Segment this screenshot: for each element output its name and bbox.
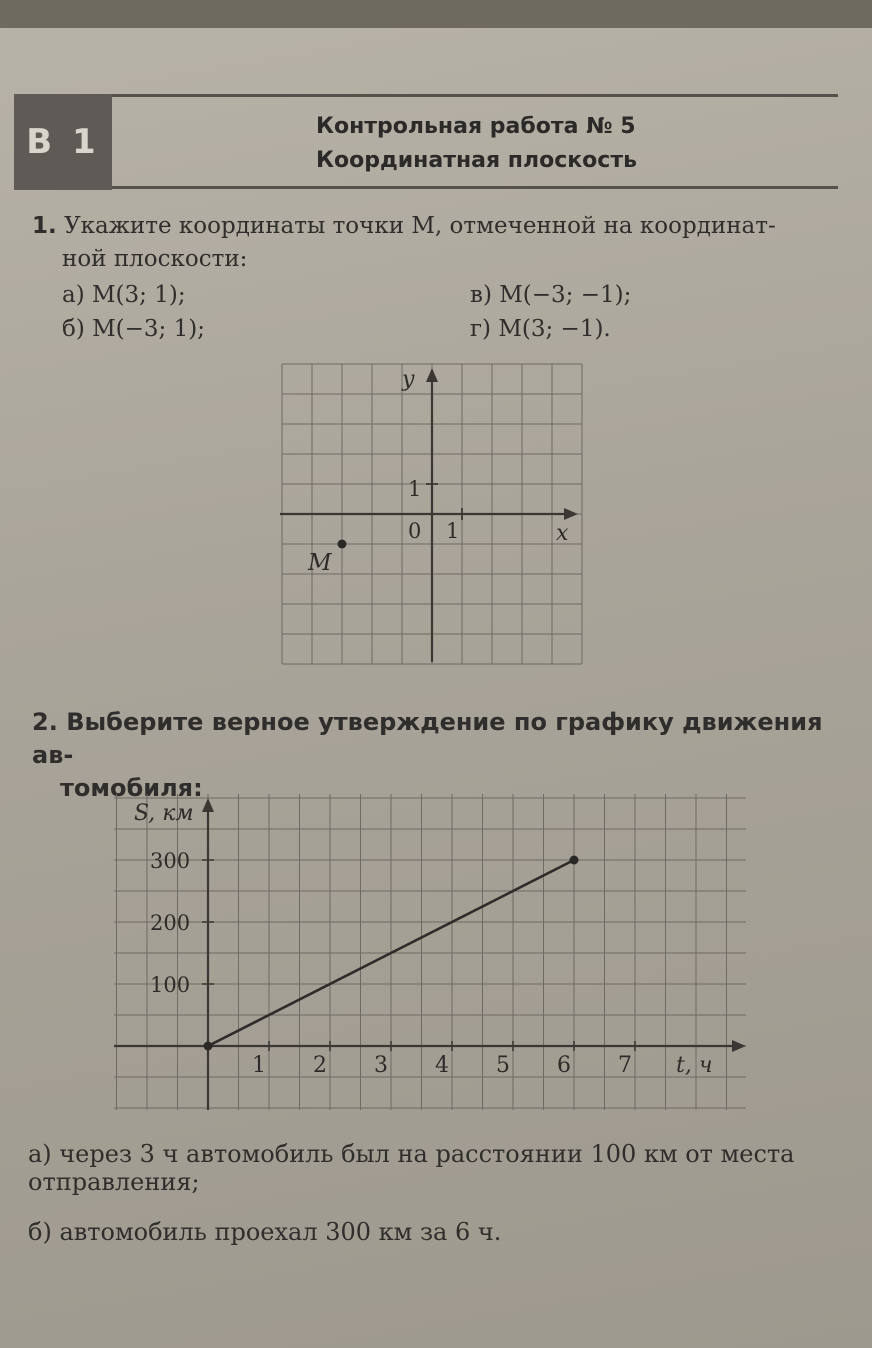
coordinate-plane-figure (270, 356, 590, 674)
q2-number: 2. (32, 708, 58, 736)
series-point (204, 1042, 213, 1051)
y-tick-label: 100 (150, 973, 191, 997)
q1-option-g[interactable]: г) M(3; −1). (470, 316, 611, 342)
t-axis-arrow-icon (732, 1040, 746, 1052)
y-axis-label: S, км (134, 801, 194, 826)
q2-answer-b[interactable]: б) автомобиль проехал 300 км за 6 ч. (28, 1218, 502, 1246)
q2-answer-a-line1: а) через 3 ч автомобиль был на расстоянии 100 км от места (28, 1140, 795, 1168)
point-m (338, 540, 347, 549)
y-axis-label: y (402, 367, 415, 392)
x-tick-label: 3 (374, 1053, 388, 1078)
y-unit-label: 1 (408, 477, 422, 501)
q1-text-line2: ной плоскости: (62, 246, 248, 272)
x-tick-label: 1 (252, 1053, 266, 1078)
chart-labels (134, 801, 713, 1078)
y-tick-label: 200 (150, 911, 191, 935)
x-axis-label: x (556, 521, 569, 546)
x-tick-label: 2 (313, 1053, 327, 1078)
s-axis-arrow-icon (202, 798, 214, 812)
page-top-edge (0, 0, 872, 28)
chart-axes (114, 798, 746, 1110)
q2-text-line1: Выберите верное утверждение по графику движения ав- (32, 708, 823, 769)
origin-label: 0 (408, 519, 422, 543)
x-unit-label: 1 (446, 519, 460, 543)
q2-text-line2: томобиля: (60, 774, 203, 802)
header-rule-bottom (112, 186, 838, 189)
x-axis-arrow-icon (564, 508, 578, 520)
series-point (570, 856, 579, 865)
q1-option-a[interactable]: а) M(3; 1); (62, 282, 186, 308)
header-title-line1: Контрольная работа № 5 (316, 114, 636, 139)
header-title (316, 110, 637, 178)
x-axis-label: t, ч (676, 1053, 713, 1078)
q1-number: 1. (32, 213, 57, 239)
motion-graph-chart (110, 790, 750, 1115)
y-tick-label: 300 (150, 849, 191, 873)
x-tick-label: 4 (435, 1053, 449, 1078)
variant-badge: В 1 (14, 94, 112, 190)
q1-text-line1: Укажите координаты точки M, отмеченной на координат- (64, 213, 776, 239)
x-tick-label: 6 (557, 1053, 571, 1078)
q2-answer-a-line2: отправления; (28, 1168, 200, 1196)
q1-text (32, 210, 776, 276)
y-axis-arrow-icon (426, 368, 438, 382)
point-m-label: M (308, 550, 332, 576)
q1-option-b[interactable]: б) M(−3; 1); (62, 316, 205, 342)
x-tick-label: 7 (618, 1053, 632, 1078)
x-tick-label: 5 (496, 1053, 510, 1078)
header-title-line2: Координатная плоскость (316, 148, 637, 173)
header-rule-top (112, 94, 838, 97)
q1-option-v[interactable]: в) M(−3; −1); (470, 282, 632, 308)
q2-answer-a[interactable] (28, 1140, 795, 1196)
